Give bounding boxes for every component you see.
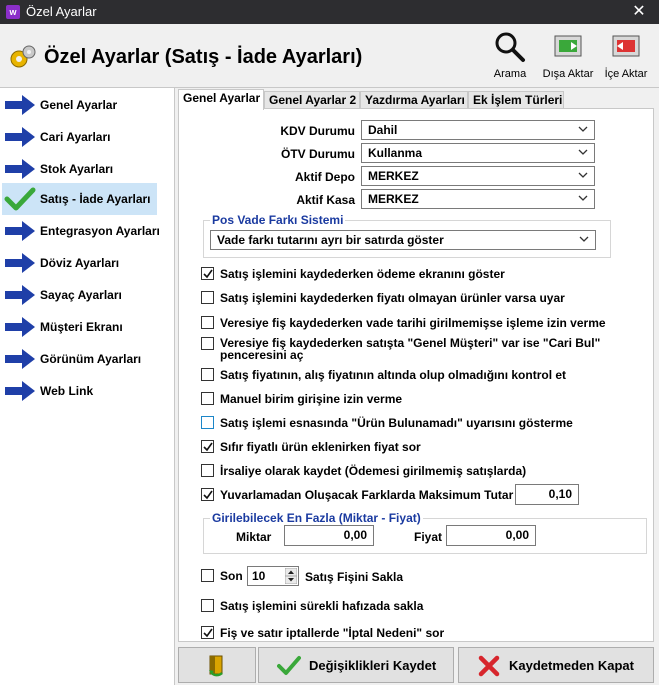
checkbox-box[interactable] (201, 291, 214, 304)
checkbox-irsaliye[interactable] (201, 462, 641, 480)
page-title: Özel Ayarlar (Satış - İade Ayarları) (44, 46, 363, 68)
checkbox-label: Satış işlemi esnasında "Ürün Bulunamadı" uyarısını gösterme (220, 416, 573, 430)
checkbox-yuvarlama[interactable] (201, 486, 514, 504)
sidebar-item-cari[interactable] (2, 121, 157, 153)
sidebar-item-label: Cari Ayarları (40, 130, 111, 144)
checkbox-label: Satış işlemini kaydederken ödeme ekranını göster (220, 267, 505, 281)
sidebar-item-label: Genel Ayarlar (40, 98, 118, 112)
limit-group-title: Girilebilecek En Fazla (Miktar - Fiyat) (212, 511, 421, 525)
checkbox-box[interactable] (201, 368, 214, 381)
kdv-value: Dahil (368, 123, 398, 137)
pos-vade-select[interactable] (210, 230, 596, 250)
pos-vade-value: Vade farkı tutarını ayrı bir satırda göster (217, 233, 444, 247)
checkbox-urun-bulunamadi[interactable] (201, 414, 641, 432)
otv-value: Kullanma (368, 146, 423, 160)
sidebar (0, 88, 175, 685)
checkmark-icon (203, 269, 213, 279)
arrow-right-icon (4, 251, 36, 275)
tab-genel-ayarlar-2[interactable]: Genel Ayarlar 2 (264, 91, 360, 109)
sidebar-item-doviz[interactable] (2, 247, 157, 279)
checkbox-box[interactable] (201, 464, 214, 477)
stepper-arrows-icon[interactable] (285, 568, 297, 584)
exit-door-icon (205, 654, 229, 678)
sidebar-item-label: Müşteri Ekranı (40, 320, 123, 334)
checkbox-box[interactable] (201, 416, 214, 429)
save-button[interactable] (258, 647, 454, 683)
sidebar-item-satis-iade[interactable] (2, 183, 157, 215)
kdv-select[interactable] (361, 120, 595, 140)
checkbox-box[interactable] (201, 440, 214, 453)
miktar-input[interactable]: 0,00 (284, 525, 374, 546)
checkbox-cari-bul[interactable] (201, 335, 641, 363)
depo-value: MERKEZ (368, 169, 419, 183)
sidebar-item-label: Döviz Ayarları (40, 256, 120, 270)
arrow-right-icon (4, 283, 36, 307)
sidebar-item-stok[interactable] (2, 153, 157, 185)
checkmark-icon (203, 442, 213, 452)
fiyat-input[interactable]: 0,00 (446, 525, 536, 546)
pos-vade-group-title: Pos Vade Farkı Sistemi (212, 213, 344, 227)
arrow-right-icon (4, 125, 36, 149)
close-icon[interactable]: ✕ (632, 3, 646, 20)
fiyat-label: Fiyat (414, 530, 443, 544)
sidebar-item-label: Görünüm Ayarları (40, 352, 142, 366)
window-title: Özel Ayarlar (26, 4, 97, 19)
checkbox-fiyatsiz-uyar[interactable] (201, 289, 641, 307)
magnifier-icon (493, 30, 527, 64)
chevron-down-icon (579, 234, 589, 244)
close-x-icon (477, 654, 501, 678)
search-button[interactable] (484, 30, 536, 82)
exit-button[interactable] (178, 647, 256, 683)
export-icon (551, 30, 585, 64)
checkbox-box[interactable] (201, 337, 214, 350)
checkmark-icon (4, 187, 36, 211)
sidebar-item-web-link[interactable] (2, 375, 157, 407)
depo-select[interactable] (361, 166, 595, 186)
kdv-label: KDV Durumu (280, 124, 355, 138)
checkbox-label: Sıfır fiyatlı ürün eklenirken fiyat sor (220, 440, 421, 454)
sidebar-item-sayac[interactable] (2, 279, 157, 311)
checkbox-label: Satış işlemini sürekli hafızada sakla (220, 599, 424, 613)
arrow-right-icon (4, 93, 36, 117)
limit-group (203, 511, 647, 554)
sidebar-item-label: Satış - İade Ayarları (40, 192, 151, 206)
checkbox-label: İrsaliye olarak kaydet (Ödemesi girilmemiş satışlarda) (220, 464, 527, 478)
checkbox-label: Satış işlemini kaydederken fiyatı olmayan ürünler varsa uyar (220, 291, 565, 305)
chevron-down-icon (578, 147, 588, 157)
sidebar-item-gorunum[interactable] (2, 343, 157, 375)
checkbox-label: Son (220, 569, 243, 583)
checkbox-odeme-ekrani[interactable] (201, 265, 641, 283)
checkbox-hafizada-sakla[interactable] (201, 597, 641, 615)
checkmark-icon (203, 628, 213, 638)
arrow-right-icon (4, 157, 36, 181)
chevron-down-icon (578, 193, 588, 203)
miktar-label: Miktar (236, 530, 272, 544)
kasa-value: MERKEZ (368, 192, 419, 206)
son-count-value: 10 (252, 569, 266, 583)
sidebar-item-musteri-ekrani[interactable] (2, 311, 157, 343)
arrow-right-icon (4, 347, 36, 371)
sidebar-item-label: Sayaç Ayarları (40, 288, 122, 302)
search-button-label: Arama (493, 68, 527, 80)
tab-ek-islem[interactable]: Ek İşlem Türleri (468, 91, 564, 109)
tab-yazdirma[interactable]: Yazdırma Ayarları (360, 91, 468, 109)
checkbox-alis-fiyati-kontrol[interactable] (201, 366, 641, 384)
depo-label: Aktif Depo (295, 170, 355, 184)
save-button-label: Değişiklikleri Kaydet (309, 658, 437, 673)
checkbox-manuel-birim[interactable] (201, 390, 641, 408)
checkmark-icon (203, 490, 213, 500)
chevron-down-icon (578, 124, 588, 134)
checkbox-box[interactable] (201, 267, 214, 280)
checkbox-label: Satış fiyatının, alış fiyatının altında olup olmadığını kontrol et (220, 368, 567, 382)
checkmark-icon (277, 654, 301, 678)
checkbox-son[interactable] (201, 567, 241, 585)
checkbox-iptal-nedeni[interactable] (201, 624, 641, 642)
kasa-label: Aktif Kasa (296, 193, 355, 207)
footer-buttons (176, 644, 659, 685)
checkbox-label: Fiş ve satır iptallerde "İptal Nedeni" sor (220, 626, 445, 640)
checkbox-box[interactable] (201, 599, 214, 612)
checkbox-box[interactable] (201, 488, 214, 501)
checkbox-label: Yuvarlamadan Oluşacak Farklarda Maksimum Tutar (220, 488, 514, 502)
sidebar-item-genel[interactable] (2, 89, 157, 121)
sidebar-item-label: Web Link (40, 384, 94, 398)
checkbox-box[interactable] (201, 626, 214, 639)
import-button[interactable] (600, 30, 652, 82)
page-header (0, 24, 659, 88)
rounding-amount-input[interactable]: 0,10 (515, 484, 579, 505)
close-without-saving-label: Kaydetmeden Kapat (509, 658, 634, 673)
checkbox-box[interactable] (201, 569, 214, 582)
sidebar-item-label: Stok Ayarları (40, 162, 114, 176)
checkbox-vade-tarihi[interactable] (201, 314, 641, 332)
app-icon: w (6, 5, 20, 19)
checkbox-label-line1: Veresiye fiş kaydederken satışta "Genel Müşteri" var ise "Cari Bul" (220, 336, 601, 350)
title-bar (0, 0, 659, 24)
import-icon (609, 30, 643, 64)
sidebar-item-entegrasyon[interactable] (2, 215, 160, 247)
export-button-label: Dışa Aktar (542, 68, 594, 80)
checkbox-label: Veresiye fiş kaydederken vade tarihi girilmemişse işleme izin verme (220, 316, 606, 330)
checkbox-label-line2: penceresini aç (220, 348, 304, 362)
arrow-right-icon (4, 315, 36, 339)
son-suffix-label: Satış Fişini Sakla (305, 570, 404, 584)
kasa-select[interactable] (361, 189, 595, 209)
son-count-stepper[interactable] (247, 566, 299, 586)
settings-gears-icon (8, 42, 38, 72)
arrow-right-icon (4, 379, 36, 403)
checkbox-label (220, 337, 600, 361)
tab-genel-ayarlar[interactable]: Genel Ayarlar (178, 89, 264, 110)
import-button-label: İçe Aktar (604, 68, 648, 80)
checkbox-box[interactable] (201, 316, 214, 329)
arrow-right-icon (4, 219, 36, 243)
main-content (176, 88, 659, 685)
sidebar-item-label: Entegrasyon Ayarları (40, 224, 160, 238)
close-without-saving-button[interactable] (458, 647, 654, 683)
otv-label: ÖTV Durumu (281, 147, 355, 161)
pos-vade-group (203, 213, 611, 258)
chevron-down-icon (578, 170, 588, 180)
settings-panel (178, 108, 654, 642)
checkbox-sifir-fiyat[interactable] (201, 438, 641, 456)
otv-select[interactable] (361, 143, 595, 163)
checkbox-box[interactable] (201, 392, 214, 405)
checkbox-label: Manuel birim girişine izin verme (220, 392, 403, 406)
export-button[interactable] (542, 30, 594, 82)
